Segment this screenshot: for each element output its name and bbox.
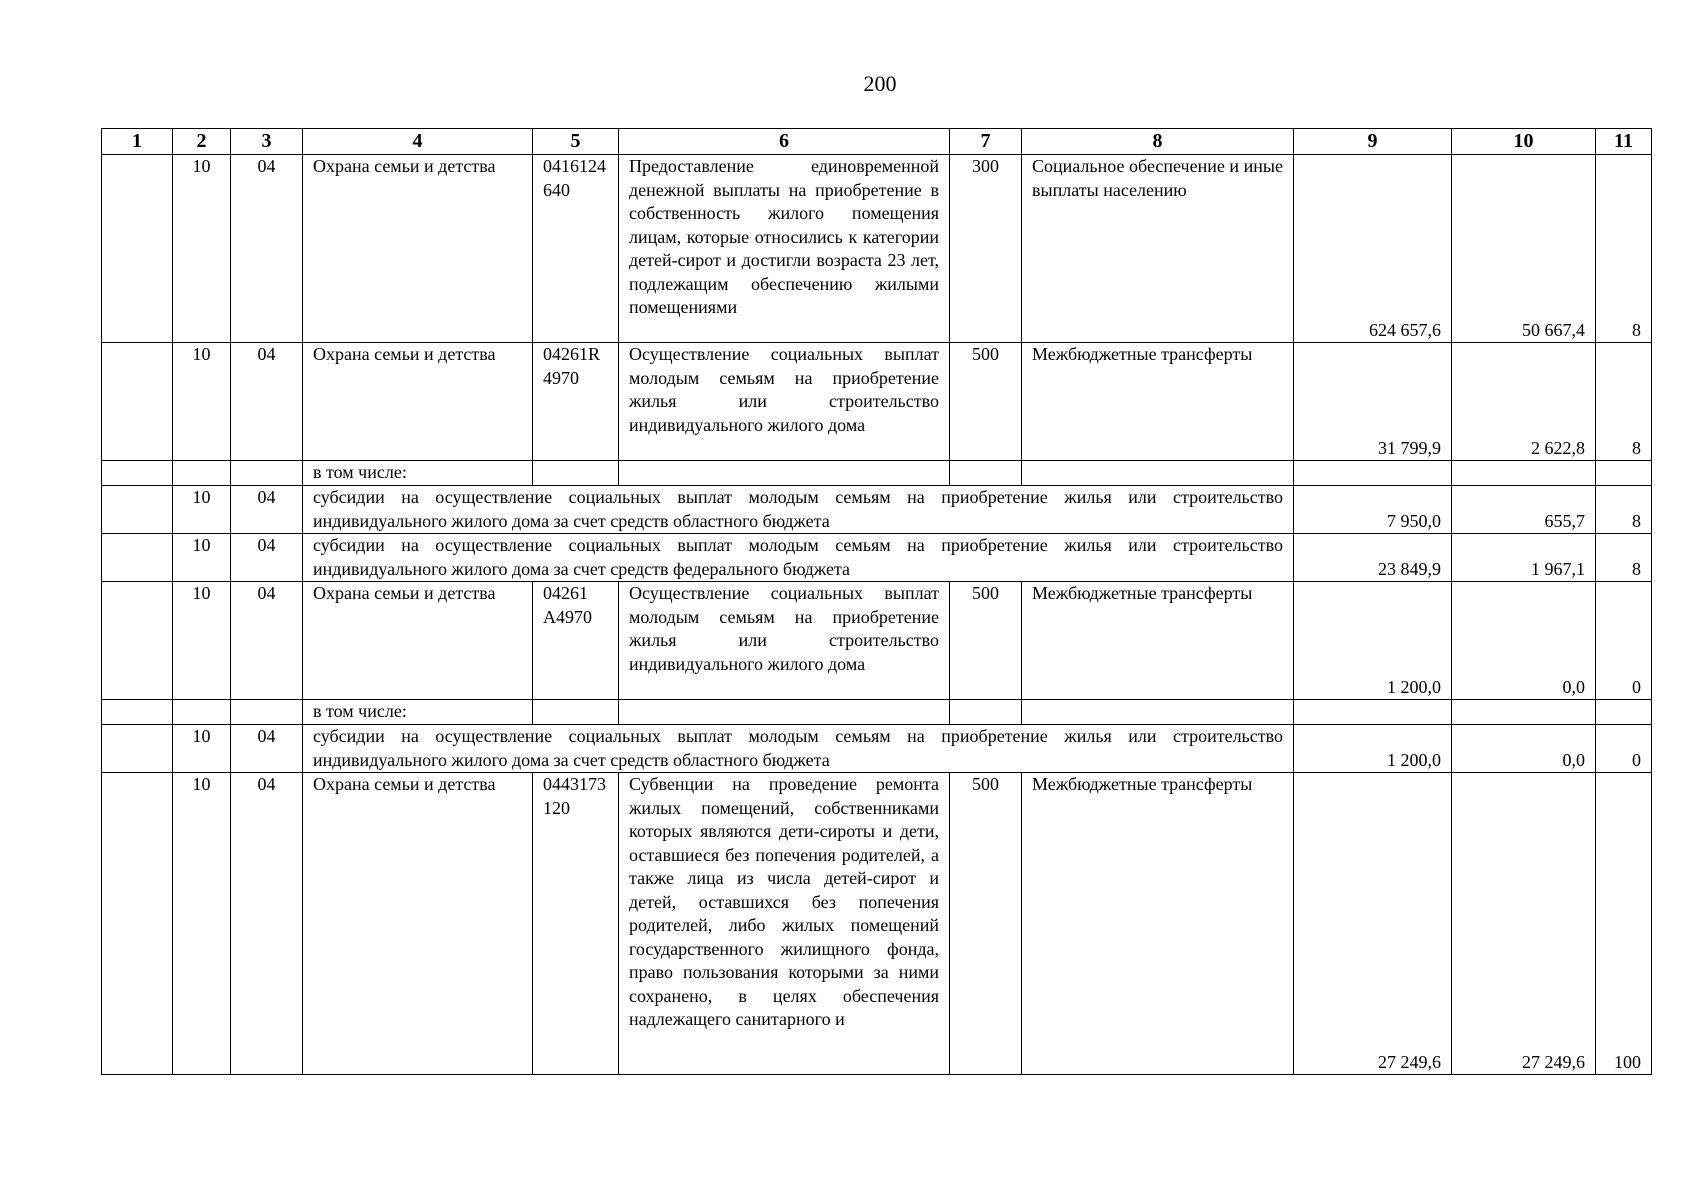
cell-empty <box>533 700 619 725</box>
cell-section: 10 <box>173 582 231 700</box>
cell-expense-type: 500 <box>950 582 1022 700</box>
cell-planned-amount: 23 849,9 <box>1294 534 1452 582</box>
cell-empty <box>1022 700 1294 725</box>
cell-planned-amount: 1 200,0 <box>1294 582 1452 700</box>
cell-target-code: 0416124640 <box>533 155 619 343</box>
cell-subsection: 04 <box>231 725 303 773</box>
cell-target-name: Осуществление социальных выплат молодым семьям на приобретение жилья или строительство индивидуального жилого дома <box>619 343 950 461</box>
cell-empty <box>102 534 173 582</box>
cell-including-label: в том числе: <box>303 700 533 725</box>
cell-target-name: Осуществление социальных выплат молодым семьям на приобретение жилья или строительство индивидуального жилого дома <box>619 582 950 700</box>
cell-subsection: 04 <box>231 486 303 534</box>
cell-empty <box>102 486 173 534</box>
cell-empty <box>231 700 303 725</box>
cell-planned-amount: 7 950,0 <box>1294 486 1452 534</box>
cell-section: 10 <box>173 155 231 343</box>
cell-percent: 8 <box>1596 343 1652 461</box>
cell-empty <box>231 461 303 486</box>
table-row <box>102 155 1652 343</box>
cell-section: 10 <box>173 343 231 461</box>
cell-subsidy-description: субсидии на осуществление социальных выплат молодым семьям на приобретение жилья или строительство индивидуального жилого дома за счет средств областного бюджета <box>303 486 1294 534</box>
cell-empty <box>533 461 619 486</box>
cell-subsection: 04 <box>231 155 303 343</box>
cell-empty <box>102 725 173 773</box>
column-header: 3 <box>231 129 303 155</box>
cell-empty <box>1022 461 1294 486</box>
column-header: 10 <box>1452 129 1596 155</box>
cell-section: 10 <box>173 725 231 773</box>
cell-subsection-name: Охрана семьи и детства <box>303 343 533 461</box>
cell-empty <box>1596 461 1652 486</box>
cell-expense-type: 500 <box>950 773 1022 1075</box>
cell-expense-type-name: Межбюджетные трансферты <box>1022 582 1294 700</box>
cell-planned-amount: 31 799,9 <box>1294 343 1452 461</box>
budget-table <box>101 128 1652 1075</box>
cell-actual-amount: 0,0 <box>1452 582 1596 700</box>
page-number: 200 <box>863 71 897 96</box>
table-row <box>102 534 1652 582</box>
cell-planned-amount: 27 249,6 <box>1294 773 1452 1075</box>
cell-subsection: 04 <box>231 343 303 461</box>
cell-expense-type-name: Социальное обеспечение и иные выплаты населению <box>1022 155 1294 343</box>
cell-subsidy-description: субсидии на осуществление социальных выплат молодым семьям на приобретение жилья или строительство индивидуального жилого дома за счет средств федерального бюджета <box>303 534 1294 582</box>
cell-percent: 8 <box>1596 155 1652 343</box>
cell-subsection: 04 <box>231 582 303 700</box>
cell-subsection: 04 <box>231 773 303 1075</box>
cell-expense-type-name: Межбюджетные трансферты <box>1022 343 1294 461</box>
column-header: 9 <box>1294 129 1452 155</box>
column-header: 1 <box>102 129 173 155</box>
cell-section: 10 <box>173 534 231 582</box>
cell-empty <box>1452 700 1596 725</box>
table-row <box>102 461 1652 486</box>
cell-planned-amount: 624 657,6 <box>1294 155 1452 343</box>
cell-empty <box>619 700 950 725</box>
cell-subsection-name: Охрана семьи и детства <box>303 773 533 1075</box>
cell-expense-type: 300 <box>950 155 1022 343</box>
cell-expense-type-name: Межбюджетные трансферты <box>1022 773 1294 1075</box>
cell-col1 <box>102 155 173 343</box>
cell-actual-amount: 655,7 <box>1452 486 1596 534</box>
cell-actual-amount: 27 249,6 <box>1452 773 1596 1075</box>
cell-empty <box>950 461 1022 486</box>
cell-planned-amount: 1 200,0 <box>1294 725 1452 773</box>
column-header: 2 <box>173 129 231 155</box>
cell-expense-type: 500 <box>950 343 1022 461</box>
cell-empty <box>102 461 173 486</box>
table-row <box>102 582 1652 700</box>
cell-percent: 8 <box>1596 534 1652 582</box>
column-header: 7 <box>950 129 1022 155</box>
table-row <box>102 343 1652 461</box>
table-row <box>102 700 1652 725</box>
cell-section: 10 <box>173 773 231 1075</box>
cell-empty <box>1596 700 1652 725</box>
cell-subsection-name: Охрана семьи и детства <box>303 155 533 343</box>
column-header: 6 <box>619 129 950 155</box>
cell-actual-amount: 1 967,1 <box>1452 534 1596 582</box>
cell-percent: 8 <box>1596 486 1652 534</box>
cell-percent: 100 <box>1596 773 1652 1075</box>
table-row <box>102 773 1652 1075</box>
cell-actual-amount: 50 667,4 <box>1452 155 1596 343</box>
cell-including-label: в том числе: <box>303 461 533 486</box>
cell-subsection: 04 <box>231 534 303 582</box>
cell-target-code: 0443173120 <box>533 773 619 1075</box>
cell-col1 <box>102 773 173 1075</box>
cell-empty <box>1294 700 1452 725</box>
cell-empty <box>619 461 950 486</box>
cell-section: 10 <box>173 486 231 534</box>
cell-subsection-name: Охрана семьи и детства <box>303 582 533 700</box>
table-row <box>102 725 1652 773</box>
cell-empty <box>950 700 1022 725</box>
cell-empty <box>1452 461 1596 486</box>
header-row <box>102 129 1652 155</box>
cell-empty <box>1294 461 1452 486</box>
cell-percent: 0 <box>1596 582 1652 700</box>
cell-actual-amount: 0,0 <box>1452 725 1596 773</box>
cell-col1 <box>102 582 173 700</box>
cell-target-code: 04261R4970 <box>533 343 619 461</box>
cell-col1 <box>102 343 173 461</box>
cell-target-name: Субвенции на проведение ремонта жилых помещений, собственниками которых являются дети-сироты и дети, оставшиеся без попечения родителей, а также лица из числа детей-сирот и детей, оставшихся без попечения родителей, либо жилых помещений государственного жилищного фонда, право пользования которыми за ними сохранено, в целях обеспечения надлежащего санитарного и <box>619 773 950 1075</box>
cell-percent: 0 <box>1596 725 1652 773</box>
cell-empty <box>173 700 231 725</box>
cell-subsidy-description: субсидии на осуществление социальных выплат молодым семьям на приобретение жилья или строительство индивидуального жилого дома за счет средств областного бюджета <box>303 725 1294 773</box>
column-header: 5 <box>533 129 619 155</box>
table-row <box>102 486 1652 534</box>
cell-empty <box>102 700 173 725</box>
column-header: 11 <box>1596 129 1652 155</box>
cell-target-name: Предоставление единовременной денежной выплаты на приобретение в собственность жилого помещения лицам, которые относились к категории детей-сирот и достигли возраста 23 лет, подлежащим обеспечению жилыми помещениями <box>619 155 950 343</box>
column-header: 8 <box>1022 129 1294 155</box>
cell-target-code: 04261 А4970 <box>533 582 619 700</box>
cell-actual-amount: 2 622,8 <box>1452 343 1596 461</box>
cell-empty <box>173 461 231 486</box>
column-header: 4 <box>303 129 533 155</box>
